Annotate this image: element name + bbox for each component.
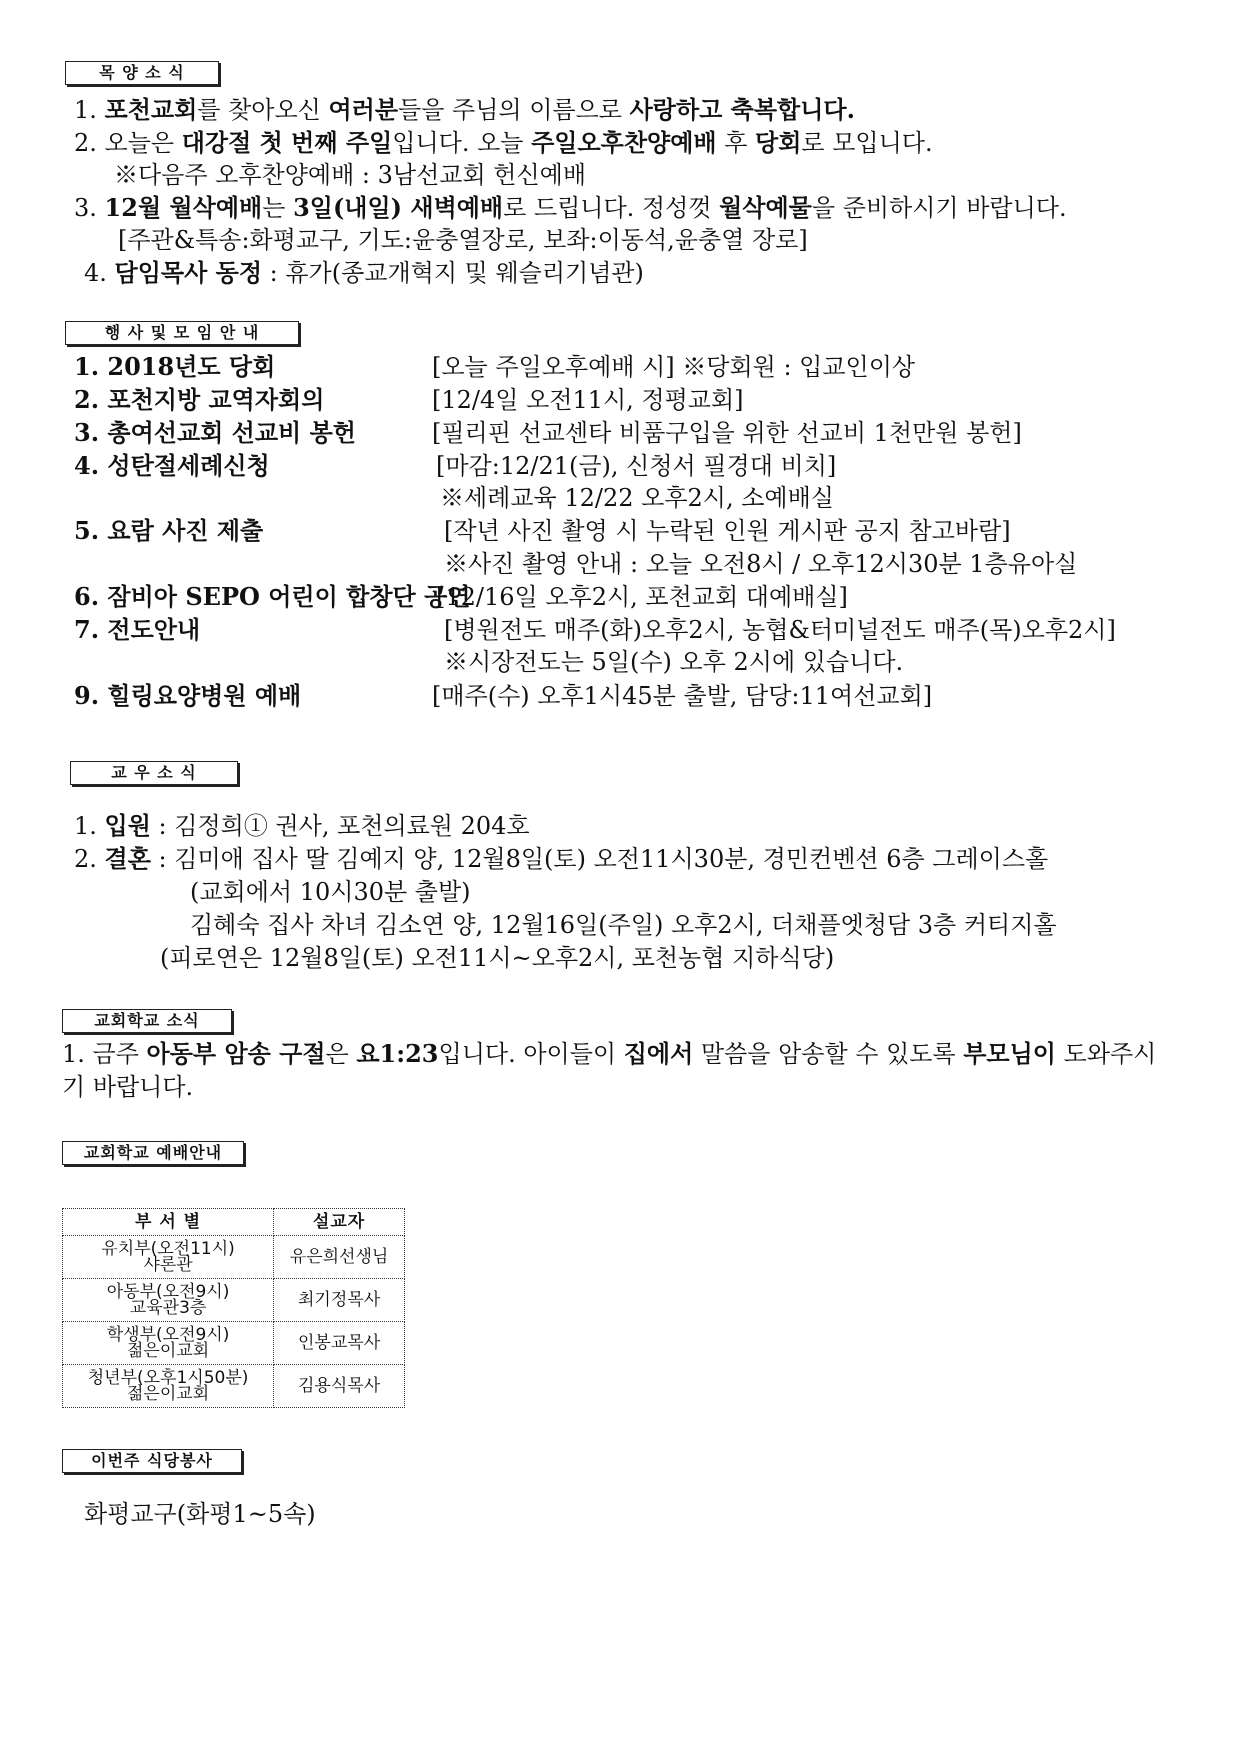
members-line-2-second: 김혜숙 집사 차녀 김소연 양, 12월16일(주일) 오후2시, 더채플엣청담 3층 커티지홀 (190, 911, 1057, 939)
members-line-2-reception: (피로연은 12월8일(토) 오전11시~오후2시, 포천농협 지하식당) (160, 944, 835, 972)
section-title-members: 교 우 소 식 (70, 761, 238, 785)
pastoral-line-3: 3. 12월 월삭예배는 3일(내일) 새벽예배로 드립니다. 정성껏 월삭예물을 준비하시기 바랍니다. (74, 193, 1067, 222)
section-title-pastoral: 목 양 소 식 (65, 61, 219, 85)
table-row (63, 1279, 405, 1322)
school-worship-table (62, 1208, 405, 1408)
pastoral-line-4: 4. 담임목사 동정 : 휴가(종교개혁지 및 웨슬리기념관) (84, 258, 644, 287)
preacher-cell: 최기정목사 (274, 1279, 405, 1322)
dept-cell: 학생부(오전9시) 젊은이교회 (63, 1322, 274, 1365)
section-title-events: 행 사 및 모 임 안 내 (65, 321, 299, 345)
pastoral-line-3-note: [주관&특송:화평교구, 기도:윤충열장로, 보좌:이동석,윤충열 장로] (118, 226, 808, 254)
bulletin-page: 목 양 소 식 1. 포천교회를 찾아오신 여러분들을 주님의 이름으로 사랑하고 축복합니다. 2. 오늘은 대강절 첫 번째 주일입니다. 오늘 주일오후찬양예배 후 당회로 모입니다. ※다음주 오후찬양예배 : 3남선교회 헌신예배 3. 12월 월삭예배는 3일(내일) 새벽예배로 드립니다. 정성껏 월삭예물을 준비하시기 바랍니다. [주관&특송:화평교구, 기도:윤충열장로, 보좌:이동석,윤충열 장로] 4. 담임목사 동정 : 휴가(종교개혁지 및 웨슬리기념관) 행 사 및 모 임 안 내 1. 2018년도 당회 [오늘 주일오후예배 시] ※당회원 : 입교인이상 2. 포천지방 교역자회의 [12/4일 오전11시, 정평교회] 3. 총여선교회 선교비 봉헌 [필리핀 선교센타 비품구입을 위한 선교비 1천만원 봉헌] 4. 성탄절세례신청 [마감:12/21(금), 신청서 필경대 비치] ※세례교육 12/22 오후2시, 소예배실 5. 요람 사진 제출 [작년 사진 촬영 시 누락된 인원 게시판 공지 참고바람] ※사진 촬영 안내 : 오늘 오전8시 / 오후12시30분 1층유아실 6. 잠비아 SEPO 어린이 합창단 공연 [12/16일 오후2시, 포천교회 대예배실] 7. 전도안내 [병원전도 매주(화)오후2시, 농협&터미널전도 매주(목)오후2시] ※시장전도는 5일(수) 오후 2시에 있습니다. 9. 힐링요양병원 예배 [매주(수) 오후1시45분 출발, 담당:11여선교회] 교 우 소 식 1. 입원 : 김정희① 권사, 포천의료원 204호 2. 결혼 : 김미애 집사 딸 김예지 양, 12월8일(토) 오전11시30분, 경민컨벤션 6층 그레이스홀 (교회에서 10시30분 출발) 김혜숙 집사 차녀 김소연 양, 12월16일(주일) 오후2시, 더채플엣청담 3층 커티지홀 (피로연은 12월8일(토) 오전11시~오후2시, 포천농협 지하식당) 교회학교 소식 1. 금주 아동부 암송 구절은 요1:23입니다. 아이들이 집에서 말씀을 암송할 수 있도록 부모님이 도와주시 기 바랍니다. 교회학교 예배안내 부 서 별 설교자 유치부(오전11시) 샤론관 유은희선생님 아동부(오전9시) 교육관3층 최기정목사 학생부(오전9시) 젊은이교회 인봉교목사 청년부(오후1시50분) 젊은이교회 김용식목사 이번주 식당봉사 화평교구(화평1~5속) (62, 63, 1157, 1528)
pastoral-line-2-note: ※다음주 오후찬양예배 : 3남선교회 헌신예배 (114, 161, 586, 189)
members-line-2-note: (교회에서 10시30분 출발) (190, 878, 471, 906)
preacher-cell: 유은희선생님 (274, 1236, 405, 1279)
section-title-meal: 이번주 식당봉사 (62, 1449, 242, 1473)
school-line-1: 1. 금주 아동부 암송 구절은 요1:23입니다. 아이들이 집에서 말씀을 암송할 수 있도록 부모님이 도와주시 (62, 1039, 1157, 1068)
members-line-1: 1. 입원 : 김정희① 권사, 포천의료원 204호 (74, 811, 530, 840)
pastoral-line-2: 2. 오늘은 대강절 첫 번째 주일입니다. 오늘 주일오후찬양예배 후 당회로 모입니다. (74, 128, 933, 157)
table-row (63, 1365, 405, 1408)
members-line-2: 2. 결혼 : 김미애 집사 딸 김예지 양, 12월8일(토) 오전11시30분, 경민컨벤션 6층 그레이스홀 (74, 844, 1049, 873)
table-row (63, 1236, 405, 1279)
dept-cell: 유치부(오전11시) 샤론관 (63, 1236, 274, 1279)
pastoral-line-1: 1. 포천교회를 찾아오신 여러분들을 주님의 이름으로 사랑하고 축복합니다. (74, 95, 855, 124)
meal-service-text: 화평교구(화평1~5속) (84, 1500, 316, 1528)
table-row (63, 1322, 405, 1365)
section-title-school: 교회학교 소식 (62, 1009, 232, 1033)
dept-cell: 아동부(오전9시) 교육관3층 (63, 1279, 274, 1322)
header-preacher: 설교자 (274, 1209, 405, 1236)
preacher-cell: 인봉교목사 (274, 1322, 405, 1365)
preacher-cell: 김용식목사 (274, 1365, 405, 1408)
dept-cell: 청년부(오후1시50분) 젊은이교회 (63, 1365, 274, 1408)
school-line-1-wrap: 기 바랍니다. (62, 1073, 194, 1101)
table-header-row (63, 1209, 405, 1236)
header-dept: 부 서 별 (63, 1209, 274, 1236)
section-title-school-worship: 교회학교 예배안내 (62, 1141, 244, 1165)
